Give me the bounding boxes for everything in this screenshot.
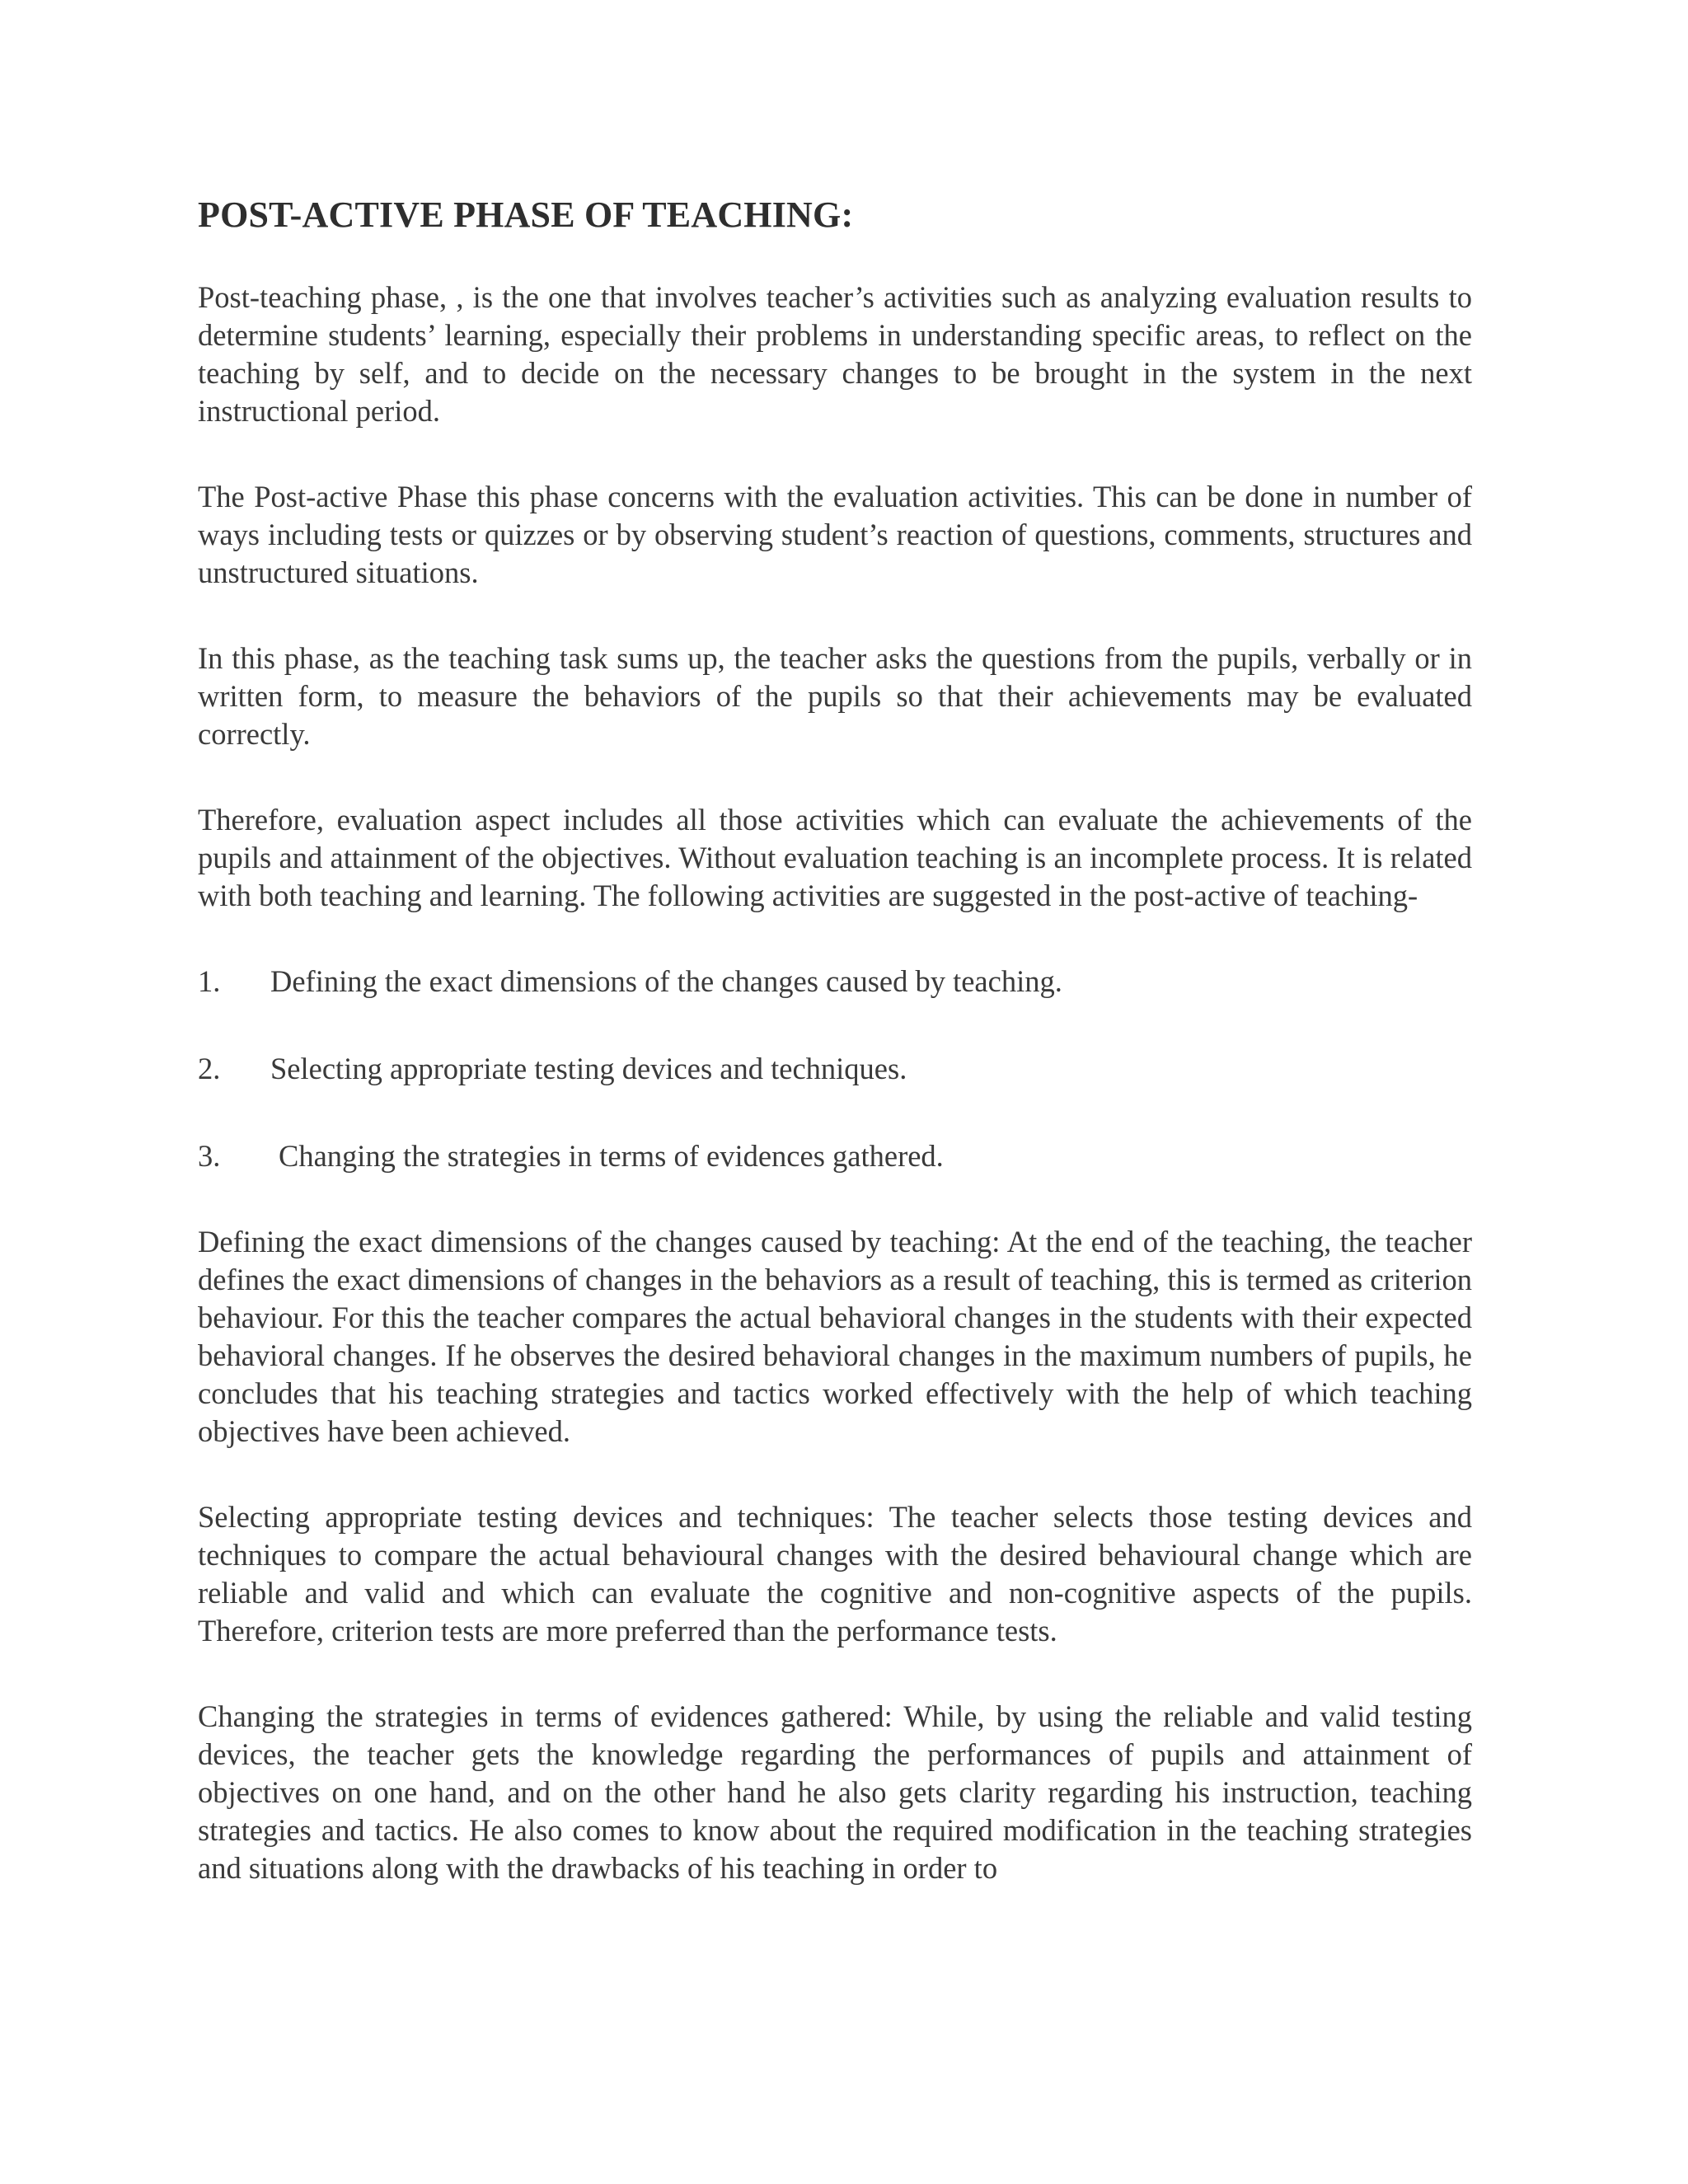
list-item-number: 2. (198, 1051, 221, 1085)
list-item-text: Selecting appropriate testing devices and techniques. (270, 1051, 907, 1085)
paragraph-defining-dimensions: Defining the exact dimensions of the changes caused by teaching: At the end of the teaching, the teacher defines the exact dimensions of changes in the behaviors as a result of teaching, this is termed as criterion behaviour. For this the teacher compares the actual behavioral changes in the students with their expected behavioral changes. If he observes the desired behavioral changes in the maximum numbers of pupils, he concludes that his teaching strategies and tactics worked effectively with the help of which teaching objectives have been achieved. (198, 1224, 1472, 1448)
activities-list (198, 963, 1472, 1175)
list-item-text: Changing the strategies in terms of evidences gathered. (279, 1138, 944, 1173)
list-item (198, 1050, 1472, 1088)
paragraph-evaluation-aspect: Therefore, evaluation aspect includes all those activities which can evaluate the achievements of the pupils and attainment of the objectives. Without evaluation teaching is an incomplete process. It is related with both teaching and learning. The following activities are suggested in the post-active of teaching- (198, 802, 1472, 912)
paragraph-intro: Post-teaching phase, , is the one that involves teacher’s activities such as analyzing evaluation results to determine students’ learning, especially their problems in understanding specific areas, to reflect on the teaching by self, and to decide on the necessary changes to be brought in the system in the next instructional period. (198, 279, 1472, 428)
page-title: POST-ACTIVE PHASE OF TEACHING: (198, 194, 854, 235)
list-item-text: Defining the exact dimensions of the changes caused by teaching. (270, 963, 1062, 998)
document-page (198, 194, 1472, 1935)
list-item (198, 1137, 1472, 1175)
list-item (198, 963, 1472, 1001)
list-item-number: 1. (198, 963, 221, 998)
paragraph-teacher-questions: In this phase, as the teaching task sums up, the teacher asks the questions from the pupils, verbally or in written form, to measure the behaviors of the pupils so that their achievements may be evaluated correctly. (198, 640, 1472, 751)
paragraph-evaluation-activities: The Post-active Phase this phase concerns with the evaluation activities. This can be done in number of ways including tests or quizzes or by observing student’s reaction of questions, comments, structures and unstructured situations. (198, 479, 1472, 589)
list-item-number: 3. (198, 1138, 221, 1173)
paragraph-changing-strategies: Changing the strategies in terms of evidences gathered: While, by using the reliable and valid testing devices, the teacher gets the knowledge regarding the performances of pupils and attainment of objectives on one hand, and on the other hand he also gets clarity regarding his instruction, teaching strategies and tactics. He also comes to know about the required modification in the teaching strategies and situations along with the drawbacks of his teaching in order to (198, 1699, 1472, 1885)
paragraph-selecting-devices: Selecting appropriate testing devices and techniques: The teacher selects those testing devices and techniques to compare the actual behavioural changes with the desired behavioural change which are reliable and valid and which can evaluate the cognitive and non-cognitive aspects of the pupils. Therefore, criterion tests are more preferred than the performance tests. (198, 1499, 1472, 1647)
